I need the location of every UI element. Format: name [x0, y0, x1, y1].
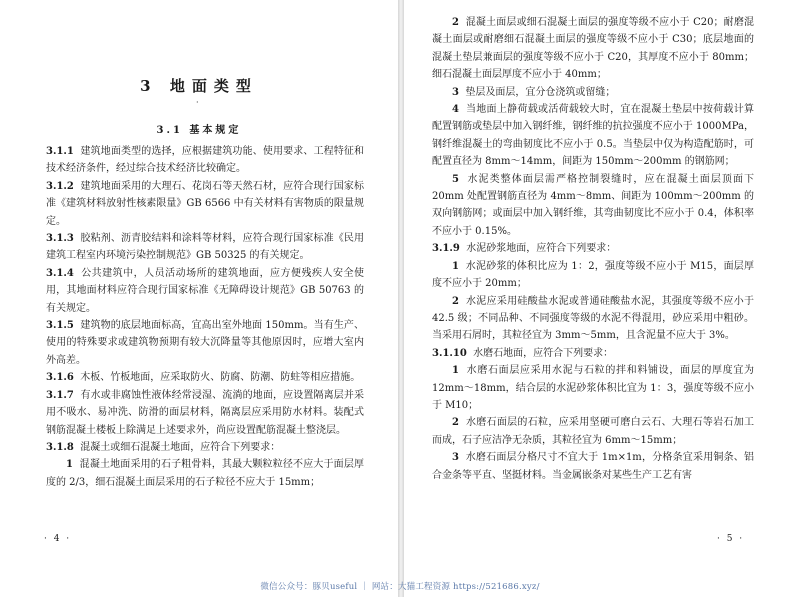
clause-text: 建筑地面类型的选择，应根据建筑功能、使用要求、工程特征和技术经济条件，经过综合技术经济比较确定。	[46, 146, 365, 175]
chapter-dot: ·	[196, 98, 199, 107]
clause-text: 混凝土或细石混凝土地面，应符合下列要求：	[80, 441, 281, 453]
left-page	[0, 0, 398, 597]
clause-text: 建筑地面采用的大理石、花岗石等天然石材，应符合现行国家标准《建筑材料放射性核素限量》GB 6566 中有关材料有害物质的限量规定。	[46, 180, 365, 227]
clause	[432, 345, 754, 362]
chapter-title: 3 地面类型	[140, 77, 258, 95]
clause	[46, 178, 364, 230]
clause-text: 水磨石地面，应符合下列要求：	[473, 347, 614, 359]
item-text: 垫层及面层，宜分仓浇筑或留缝；	[465, 86, 616, 98]
item-text: 混凝土面层或细石混凝土面层的强度等级不应小于 C20；耐磨混凝土面层或耐磨细石混凝土面层的强度等级不应小于 C30；底层地面的混凝土垫层兼面层的强度等级不应小于 C20，其厚度不应小于 80mm；细石混凝土面层厚度不应小于 40mm；	[432, 17, 755, 81]
clause	[46, 317, 364, 369]
list-item	[432, 293, 754, 345]
clause	[46, 143, 364, 178]
clause	[46, 230, 364, 265]
item-number: 1	[66, 459, 73, 471]
item-text: 水磨石面层分格尺寸不宜大于 1m×1m，分格条宜采用铜条、铝合金条等平直、坚挺材料。当金属嵌条对某些生产工艺有害	[432, 452, 755, 481]
list-item	[432, 258, 754, 293]
list-item	[432, 101, 754, 171]
clause	[432, 240, 754, 257]
left-page-body	[46, 143, 364, 491]
item-text: 水泥砂浆的体积比应为 1：2，强度等级不应小于 M15，面层厚度不应小于 20mm；	[432, 260, 755, 290]
item-number: 2	[452, 17, 459, 28]
list-item	[432, 84, 754, 101]
clause-number: 3.1.4	[46, 267, 74, 279]
page-number: · 5 ·	[717, 534, 745, 544]
item-text: 水泥应采用硅酸盐水泥或普通硅酸盐水泥，其强度等级不应小于 42.5 级；不同品种、不同强度等级的水泥不得混用，砂应采用中粗砂。当采用石屑时，其粒径宜为 3mm～5mm，且含泥量不应大于 3%。	[432, 295, 755, 342]
item-number: 3	[452, 86, 459, 98]
item-number: 1	[452, 365, 459, 377]
clause-text: 木板、竹板地面，应采取防火、防腐、防潮、防蛀等相应措施。	[80, 372, 361, 384]
clause-number: 3.1.1	[46, 146, 74, 157]
list-item	[432, 14, 754, 84]
item-number: 2	[452, 417, 459, 429]
item-text: 水磨石面层应采用水泥与石粒的拌和料铺设，面层的厚度宜为 12mm～18mm，结合层的水泥砂浆体积比宜为 1：3，强度等级不应小于 M10；	[432, 365, 755, 411]
list-item	[432, 362, 754, 414]
item-number: 2	[452, 295, 459, 307]
list-item	[432, 171, 754, 241]
list-item	[432, 449, 754, 484]
clause-number: 3.1.8	[46, 441, 74, 453]
item-number: 4	[452, 104, 459, 116]
clause-number: 3.1.7	[46, 389, 74, 401]
clause-number: 3.1.9	[432, 243, 460, 255]
item-number: 1	[452, 260, 459, 272]
clause	[46, 369, 364, 386]
section-title: 3.1 基本规定	[156, 125, 242, 136]
clause-number: 3.1.10	[432, 347, 467, 359]
clause	[46, 265, 364, 317]
watermark-bottom: 微信公众号：豚贝useful ｜ 网站：大猫工程资源 https://521686.xyz/	[260, 582, 540, 592]
page-number: · 4 ·	[44, 534, 72, 544]
clause-text: 建筑物的底层地面标高，宜高出室外地面 150mm。当有生产、使用的特殊要求或建筑物预期有较大沉降量等其他原因时，应增大室内外高差。	[46, 320, 365, 366]
clause-number: 3.1.5	[46, 320, 74, 332]
clause-text: 胶粘剂、沥青胶结料和涂料等材料，应符合现行国家标准《民用建筑工程室内环境污染控制规范》GB 50325 的有关规定。	[46, 233, 365, 262]
clause-text: 公共建筑中，人员活动场所的建筑地面，应方便残疾人安全使用，其地面材料应符合现行国家标准《无障碍设计规范》GB 50763 的有关规定。	[46, 267, 364, 314]
list-item	[432, 414, 754, 449]
item-number: 3	[452, 452, 459, 464]
item-number: 5	[452, 173, 459, 185]
clause	[46, 439, 364, 456]
list-item	[46, 456, 364, 491]
clause-text: 水泥砂浆地面，应符合下列要求：	[466, 243, 617, 255]
clause-text: 有水或非腐蚀性液体经常浸湿、流淌的地面，应设置隔离层并采用不吸水、易冲洗、防滑的面层材料，隔离层应采用防水材料。装配式钢筋混凝土楼板上除满足上述要求外，尚应设置配筋混凝土整浇层。	[46, 389, 365, 436]
item-text: 当地面上静荷载或活荷载较大时，宜在混凝土垫层中按荷载计算配置钢筋或垫层中加入钢纤维，钢纤维的抗拉强度不应小于 1000MPa，钢纤维混凝土的弯曲韧度比不应小于 0.5。当垫层中仅为构造配筋时，可配置直径为 8mm～14mm，间距为 150mm～200mm 的钢筋网；	[432, 104, 755, 168]
clause-number: 3.1.3	[46, 233, 74, 245]
clause-number: 3.1.2	[46, 180, 74, 192]
item-text: 水磨石面层的石粒，应采用坚硬可磨白云石、大理石等岩石加工而成，石子应洁净无杂质，其粒径宜为 6mm～15mm；	[432, 417, 755, 446]
clause	[46, 387, 364, 439]
item-text: 混凝土地面采用的石子粗骨料，其最大颗粒粒径不应大于面层厚度的 2/3，细石混凝土面层采用的石子粒径不应大于 15mm；	[46, 459, 365, 488]
right-page-body	[432, 14, 754, 484]
item-text: 水泥类整体面层需严格控制裂缝时，应在混凝土面层顶面下 20mm 处配置钢筋直径为 4mm～8mm、间距为 100mm～200mm 的双向钢筋网；或面层中加入钢纤维，其弯曲韧度比不应小于 0.4，体积率不应小于 0.15%。	[432, 173, 755, 237]
clause-number: 3.1.6	[46, 372, 74, 384]
